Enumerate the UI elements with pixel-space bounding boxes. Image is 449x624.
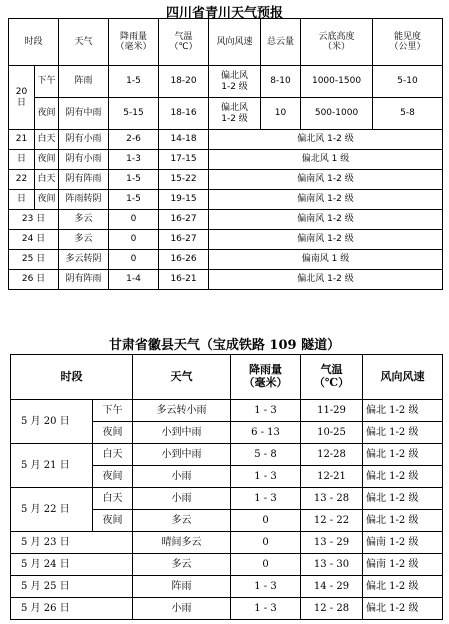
header-row xyxy=(11,355,443,400)
weather-cell: 晴间多云 xyxy=(133,532,231,554)
temp-cell: 18-16 xyxy=(159,98,209,130)
period-cell: 下午 xyxy=(93,400,133,422)
header-temp: 气温 （℃） xyxy=(301,355,363,400)
table-row xyxy=(11,598,443,620)
date-cell: 5 月 24 日 xyxy=(11,554,133,576)
period-cell: 夜间 xyxy=(93,422,133,444)
temp-cell: 16-27 xyxy=(159,230,209,250)
wind-cell: 偏北 1-2 级 xyxy=(363,598,443,620)
rain-cell: 0 xyxy=(231,554,301,576)
rain-cell: 2-6 xyxy=(109,130,159,150)
weather-cell: 多云 xyxy=(133,510,231,532)
period-cell: 夜间 xyxy=(93,466,133,488)
period-cell: 夜间 xyxy=(35,98,59,130)
table-row xyxy=(9,98,443,130)
temp-cell: 19-15 xyxy=(159,190,209,210)
wind-cell: 偏北 1-2 级 xyxy=(363,444,443,466)
weather-cell: 阵雨 xyxy=(133,576,231,598)
temp-cell: 16-21 xyxy=(159,270,209,290)
wind-cell: 偏北 1-2 级 xyxy=(363,488,443,510)
temp-cell: 16-26 xyxy=(159,250,209,270)
weather-cell: 小雨 xyxy=(133,466,231,488)
table-row xyxy=(9,150,443,170)
header-period: 时段 xyxy=(9,19,59,66)
temp-cell: 12-28 xyxy=(301,444,363,466)
weather-cell: 小到中雨 xyxy=(133,422,231,444)
table-row xyxy=(11,554,443,576)
weather-cell: 多云 xyxy=(59,230,109,250)
rain-cell: 1-5 xyxy=(109,66,159,98)
gansu-forecast-table xyxy=(10,354,443,620)
rain-cell: 1 - 3 xyxy=(231,400,301,422)
temp-cell: 18-20 xyxy=(159,66,209,98)
date-cell: 日 xyxy=(9,190,35,210)
wind-cell: 偏北 1-2 级 xyxy=(363,466,443,488)
date-cell: 5 月 25 日 xyxy=(11,576,133,598)
rain-cell: 0 xyxy=(109,250,159,270)
wind-cell: 偏北风 1-2 级 xyxy=(209,130,443,150)
date-cell: 25 日 xyxy=(9,250,59,270)
table-row xyxy=(9,230,443,250)
wind-cell: 偏南 1-2 级 xyxy=(363,554,443,576)
temp-cell: 13 - 30 xyxy=(301,554,363,576)
header-row xyxy=(9,19,443,66)
header-wind: 风向风速 xyxy=(363,355,443,400)
date-cell: 24 日 xyxy=(9,230,59,250)
table-row xyxy=(9,170,443,190)
temp-cell: 17-15 xyxy=(159,150,209,170)
wind-cell: 偏南风 1-2 级 xyxy=(209,230,443,250)
cloud-height-cell: 500-1000 xyxy=(301,98,373,130)
date-cell: 26 日 xyxy=(9,270,59,290)
wind-cell: 偏北 1-2 级 xyxy=(363,510,443,532)
wind-cell: 偏北 1-2 级 xyxy=(363,576,443,598)
period-cell: 白天 xyxy=(35,130,59,150)
sichuan-table-title: 四川省青川天气预报 xyxy=(165,6,283,21)
header-cloud-height: 云底高度 （米） xyxy=(301,19,373,66)
date-cell: 23 日 xyxy=(9,210,59,230)
date-cell: 22 xyxy=(9,170,35,190)
period-cell: 白天 xyxy=(93,444,133,466)
wind-cell: 偏南风 1-2 级 xyxy=(209,170,443,190)
wind-cell: 偏南风 1 级 xyxy=(209,250,443,270)
period-cell: 夜间 xyxy=(93,510,133,532)
date-cell: 5 月 23 日 xyxy=(11,532,133,554)
rain-cell: 5-15 xyxy=(109,98,159,130)
wind-cell: 偏北风 1-2 级 xyxy=(209,66,261,98)
date-cell: 5 月 21 日 xyxy=(11,444,93,488)
rain-cell: 1 - 3 xyxy=(231,576,301,598)
date-cell: 日 xyxy=(9,150,35,170)
table-row xyxy=(9,130,443,150)
weather-cell: 阴有阵雨 xyxy=(59,270,109,290)
rain-cell: 0 xyxy=(109,210,159,230)
table-row xyxy=(9,250,443,270)
rain-cell: 1-5 xyxy=(109,190,159,210)
wind-cell: 偏南 1-2 级 xyxy=(363,532,443,554)
table-row xyxy=(11,400,443,422)
weather-cell: 阴有中雨 xyxy=(59,98,109,130)
period-cell: 白天 xyxy=(35,170,59,190)
wind-cell: 偏南风 1-2 级 xyxy=(209,210,443,230)
table-row xyxy=(9,270,443,290)
wind-cell: 偏北 1-2 级 xyxy=(363,422,443,444)
table-row xyxy=(11,576,443,598)
weather-cell: 阴有阵雨 xyxy=(59,170,109,190)
weather-cell: 阴有小雨 xyxy=(59,150,109,170)
period-cell: 夜间 xyxy=(35,150,59,170)
rain-cell: 0 xyxy=(109,230,159,250)
weather-cell: 多云 xyxy=(133,554,231,576)
temp-cell: 13 - 29 xyxy=(301,532,363,554)
weather-cell: 阵雨 xyxy=(59,66,109,98)
wind-cell: 偏南风 1-2 级 xyxy=(209,190,443,210)
visibility-cell: 5-10 xyxy=(373,66,443,98)
rain-cell: 1-5 xyxy=(109,170,159,190)
temp-cell: 14 - 29 xyxy=(301,576,363,598)
table-row xyxy=(11,532,443,554)
header-rain: 降雨量 （毫米） xyxy=(109,19,159,66)
gansu-table-title: 甘肃省徽县天气（宝成铁路 109 隧道） xyxy=(108,338,341,353)
date-cell: 5 月 20 日 xyxy=(11,400,93,444)
cloud-cell: 10 xyxy=(261,98,301,130)
weather-cell: 小雨 xyxy=(133,598,231,620)
header-rain: 降雨量 （毫米） xyxy=(231,355,301,400)
temp-cell: 10-25 xyxy=(301,422,363,444)
period-cell: 下午 xyxy=(35,66,59,98)
weather-cell: 小雨 xyxy=(133,488,231,510)
date-cell: 20 日 xyxy=(9,66,35,130)
weather-cell: 小到中雨 xyxy=(133,444,231,466)
header-weather: 天气 xyxy=(59,19,109,66)
cloud-height-cell: 1000-1500 xyxy=(301,66,373,98)
rain-cell: 1 - 3 xyxy=(231,488,301,510)
table-row xyxy=(11,444,443,466)
period-cell: 夜间 xyxy=(35,190,59,210)
rain-cell: 1 - 3 xyxy=(231,598,301,620)
temp-cell: 14-18 xyxy=(159,130,209,150)
temp-cell: 12 - 22 xyxy=(301,510,363,532)
weather-cell: 阴有小雨 xyxy=(59,130,109,150)
table-row xyxy=(9,190,443,210)
rain-cell: 6 - 13 xyxy=(231,422,301,444)
temp-cell: 15-22 xyxy=(159,170,209,190)
table-row xyxy=(11,488,443,510)
wind-cell: 偏北风 1 级 xyxy=(209,150,443,170)
rain-cell: 1-4 xyxy=(109,270,159,290)
table-row xyxy=(9,66,443,98)
wind-cell: 偏北风 1-2 级 xyxy=(209,98,261,130)
date-cell: 21 xyxy=(9,130,35,150)
wind-cell: 偏北 1-2 级 xyxy=(363,400,443,422)
wind-cell: 偏北风 1-2 级 xyxy=(209,270,443,290)
temp-cell: 12-21 xyxy=(301,466,363,488)
rain-cell: 1-3 xyxy=(109,150,159,170)
sichuan-forecast-table xyxy=(8,18,443,290)
period-cell: 白天 xyxy=(93,488,133,510)
weather-cell: 多云转阴 xyxy=(59,250,109,270)
rain-cell: 0 xyxy=(231,510,301,532)
visibility-cell: 5-8 xyxy=(373,98,443,130)
temp-cell: 16-27 xyxy=(159,210,209,230)
weather-cell: 多云 xyxy=(59,210,109,230)
header-period: 时段 xyxy=(11,355,133,400)
table-row xyxy=(9,210,443,230)
weather-cell: 多云转小雨 xyxy=(133,400,231,422)
date-cell: 5 月 22 日 xyxy=(11,488,93,532)
header-cloud: 总云量 xyxy=(261,19,301,66)
header-visibility: 能见度 （公里） xyxy=(373,19,443,66)
weather-cell: 阵雨转阴 xyxy=(59,190,109,210)
header-weather: 天气 xyxy=(133,355,231,400)
rain-cell: 0 xyxy=(231,532,301,554)
cloud-cell: 8-10 xyxy=(261,66,301,98)
header-wind: 风向风速 xyxy=(209,19,261,66)
temp-cell: 11-29 xyxy=(301,400,363,422)
temp-cell: 12 - 28 xyxy=(301,598,363,620)
rain-cell: 1 - 3 xyxy=(231,466,301,488)
temp-cell: 13 - 28 xyxy=(301,488,363,510)
header-temp: 气温 （℃） xyxy=(159,19,209,66)
date-cell: 5 月 26 日 xyxy=(11,598,133,620)
rain-cell: 5 - 8 xyxy=(231,444,301,466)
